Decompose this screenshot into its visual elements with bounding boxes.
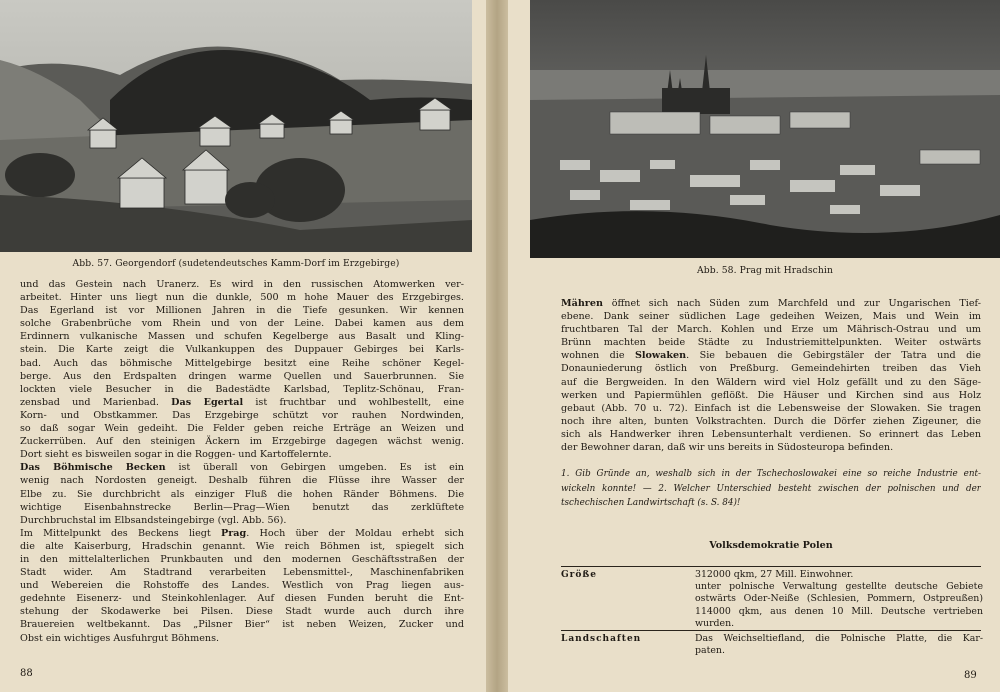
text-line: Erdinnern vulkanische Massen und schufen Kegelberge aus Basalt und Kling- [20, 331, 464, 343]
text-line: arbeitet. Hinter uns liegt nun die dunkle, 500 m hohe Mauer des Erzgebirges. [20, 292, 464, 304]
text-line: Brauereien weltbekannt. Das „Pilsner Bier“ ist neben Weizen, Zucker und [20, 619, 464, 631]
table-value-line: ostwärts Oder-Neiße (Schlesien, Pommern, Ostpreußen) [695, 593, 983, 605]
city-panorama-illustration [530, 0, 1000, 258]
text-line: auf die Bergweiden. In den Wäldern wird viel Holz gefällt und zu den Säge- [561, 376, 981, 388]
text-line: Mähren öffnet sich nach Süden zum Marchfeld und zur Ungarischen Tief- [561, 298, 981, 309]
book-gutter [486, 0, 508, 692]
prag-hradschin-photo [530, 0, 1000, 258]
text-line: die alte Kaiserburg, Hradschin genannt. Wie reich Böhmen ist, spiegelt sich [20, 540, 464, 552]
table-row-value [695, 633, 983, 657]
text-line: Elbe zu. Sie durchbricht als einziger Fluß die hohen Ränder Böhmens. Die [20, 488, 464, 500]
table-row-value [695, 569, 983, 630]
text-line: wohnen die Slowaken. Sie bebauen die Gebirgstäler der Tatra und die [561, 350, 981, 362]
table-row-label: Größe [561, 570, 597, 580]
text-line: Donauniederung östlich von Preßburg. Gemeindehirten treiben das Vieh [561, 363, 981, 375]
text-line: gebaut (Abb. 70 u. 72). Einfach ist die Lebensweise der Slowaken. Sie tragen [561, 402, 981, 414]
text-line: wichtige Eisenbahnstrecke Berlin—Prag—Wien benutzt das zerklüftete [20, 501, 464, 513]
text-line: Stadt wider. Am Stadtrand verarbeiten Lebensmittel-, Maschinenfabriken [20, 567, 464, 579]
text-line: und das Gestein nach Uranerz. Es wird in den russischen Atomwerken ver- [20, 279, 464, 290]
text-line: stein. Die Karte zeigt die Vulkankuppen des Duppauer Gebirges bei Karls- [20, 344, 464, 356]
question-line: wickeln konnte! — 2. Welcher Unterschied besteht zwischen der polnischen und der [561, 483, 981, 494]
text-line: Obst ein wichtiges Ausfuhrgut Böhmens. [20, 632, 220, 644]
table-value-line: Das Weichseltiefland, die Polnische Platte, die Kar- [695, 633, 983, 644]
text-line: solche Grabenbrüche vom Rhein und von der Leine. Dabei kamen aus dem [20, 318, 464, 330]
text-line: gedehnte Eisenerz- und Steinkohlenlager. Auf diesen Funden beruht die Ent- [20, 593, 464, 605]
text-line: Zuckerrüben. Auf den steinigen Äckern im Erzgebirge dagegen wächst wenig. [20, 436, 464, 448]
text-line: zensbad und Marienbad. Das Egertal ist fruchtbar und wohlbestellt, eine [20, 396, 464, 408]
text-line: noch ihre alten, bunten Volkstrachten. Durch die Dörfer ziehen Zigeuner, die [561, 415, 981, 427]
text-line: Brünn machten beide Städte zu Industriemittelpunkten. Weiter ostwärts [561, 337, 981, 349]
georgendorf-photo [0, 0, 472, 252]
text-line: Das Egerland ist vor Millionen Jahren in die Tiefe gesunken. Wir kennen [20, 305, 464, 317]
table-row-label: Landschaften [561, 634, 642, 644]
questions-block [561, 467, 981, 511]
table-value-line: wurden. [695, 617, 735, 629]
text-line: stehung der Skodawerke bei Pilsen. Diese Stadt wurde auch durch ihre [20, 606, 464, 618]
village-landscape-illustration [0, 0, 472, 252]
table-value-line: unter polnische Verwaltung gestellte deutsche Gebiete [695, 581, 983, 593]
figure-caption: Abb. 58. Prag mit Hradschin [697, 265, 833, 276]
page-number: 89 [964, 670, 977, 681]
table-rule [561, 566, 981, 567]
text-line: berge. Aus den Erdspalten dringen warme Quellen und Sauerbrunnen. Sie [20, 370, 464, 382]
table-title: Volksdemokratie Polen [709, 540, 833, 551]
table-value-line: 114000 qkm, aus denen 10 Mill. Deutsche vertrieben [695, 605, 983, 617]
body-text [561, 297, 981, 454]
question-line: tschechischen Landwirtschaft (s. S. 84)! [561, 498, 741, 508]
text-line: werken und Papiermühlen geflößt. Die Häuser und Kirchen sind aus Holz [561, 389, 981, 401]
right-page [508, 0, 1000, 692]
text-line: bad. Auch das böhmische Mittelgebirge besitzt eine Reihe schöner Kegel- [20, 357, 464, 369]
text-line: wenig nach Nordosten geneigt. Deshalb führen die Flüsse ihre Wasser der [20, 475, 464, 487]
text-line: Im Mittelpunkt des Beckens liegt Prag. Hoch über der Moldau erhebt sich [20, 527, 464, 539]
text-line: fruchtbaren Tal der March. Kohlen und Erze um Mährisch-Ostrau und um [561, 324, 981, 336]
text-line: lockten viele Besucher in die Badestädte Karlsbad, Teplitz-Schönau, Fran- [20, 383, 464, 395]
table-rule [561, 630, 981, 631]
left-page [0, 0, 486, 692]
text-line: Das Böhmische Becken ist überall von Gebirgen umgeben. Es ist ein [20, 462, 464, 474]
text-line: ebene. Dank seiner südlichen Lage gedeihen Weizen, Mais und Wein im [561, 311, 981, 323]
figure-caption: Abb. 57. Georgendorf (sudetendeutsches Kamm-Dorf im Erzgebirge) [72, 258, 400, 269]
table-value-line: 312000 qkm, 27 Mill. Einwohner. [695, 569, 854, 580]
body-text [20, 278, 464, 645]
table-value-line: paten. [695, 645, 725, 657]
page-number: 88 [20, 668, 33, 679]
text-line: der Bewohner daran, daß wir uns bereits in Südosteuropa befinden. [561, 442, 894, 454]
question-line: 1. Gib Gründe an, weshalb sich in der Tschechoslowakei eine so reiche Industrie ent- [561, 469, 981, 479]
text-line: Korn- und Obstkammer. Das Erzgebirge schützt vor rauhen Nordwinden, [20, 409, 464, 421]
text-line: Dort sieht es bisweilen sogar in die Roggen- und Kartoffelernte. [20, 449, 332, 461]
text-line: so daß sogar Wein gedeiht. Die Felder geben reiche Erträge an Weizen und [20, 423, 464, 435]
text-line: und Webereien die Rohstoffe des Landes. Westlich von Prag liegen aus- [20, 580, 464, 592]
text-line: Durchbruchstal im Elbsandsteingebirge (vgl. Abb. 56). [20, 514, 287, 526]
text-line: sich als Handwerker ihren Lebensunterhalt verdienen. So erinnert das Leben [561, 428, 981, 440]
text-line: in den mittelalterlichen Prunkbauten und den modernen Geschäftsstraßen der [20, 553, 464, 565]
